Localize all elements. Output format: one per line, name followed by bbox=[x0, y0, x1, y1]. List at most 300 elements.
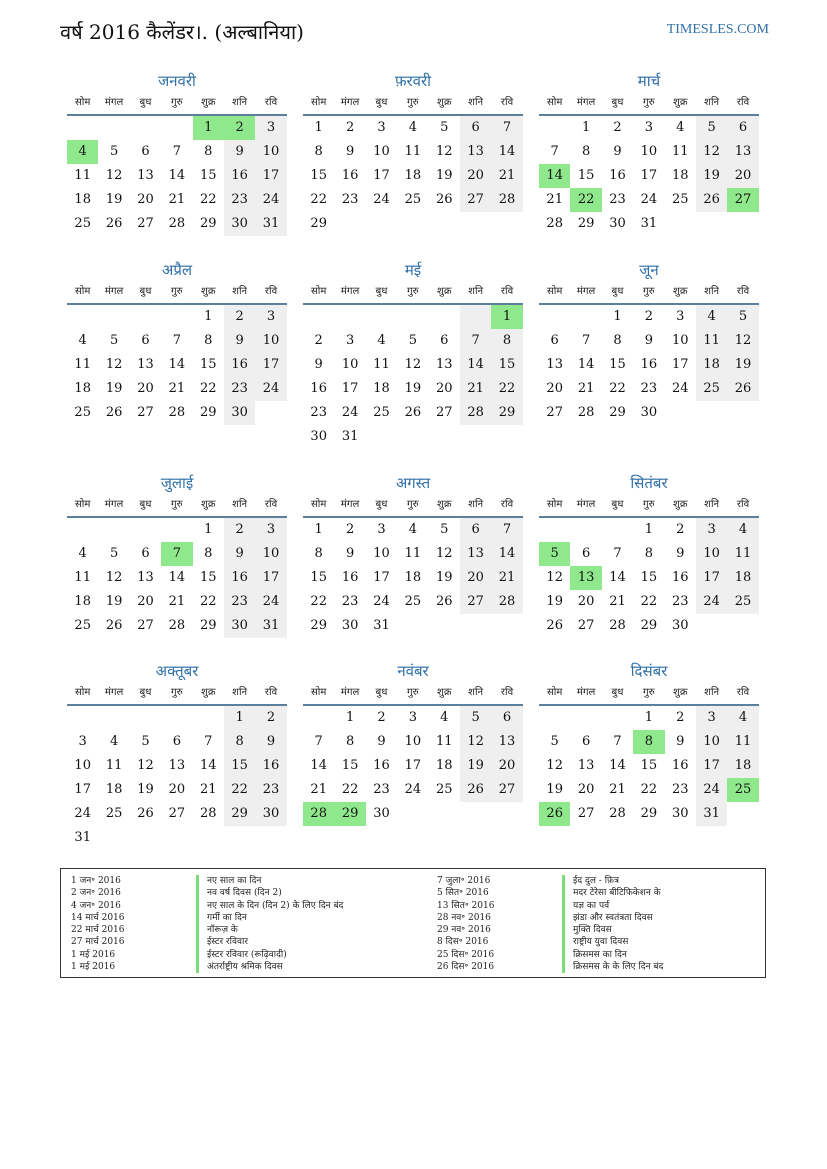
day-cell: 1 bbox=[644, 522, 653, 537]
day-cell: 18 bbox=[105, 782, 123, 797]
month-block bbox=[539, 259, 759, 425]
day-cell: 20 bbox=[491, 754, 522, 778]
holiday-day-cell: 8 bbox=[633, 730, 664, 754]
day-cell: 28 bbox=[491, 188, 522, 212]
weekday-label: रवि bbox=[736, 97, 750, 108]
holiday-row bbox=[71, 949, 427, 961]
day-cell: 18 bbox=[74, 381, 91, 396]
day-cell: 12 bbox=[435, 144, 453, 159]
day-cell: 13 bbox=[460, 542, 491, 566]
day-cell: 3 bbox=[696, 518, 727, 542]
weekday-header bbox=[539, 281, 759, 305]
weekday-label: शनि bbox=[704, 499, 720, 510]
day-cell: 29 bbox=[640, 806, 658, 821]
holiday-name: क्रिसमस के के लिए दिन बंद bbox=[562, 961, 793, 973]
day-cell: 14 bbox=[310, 758, 327, 773]
day-cell: 30 bbox=[671, 618, 689, 633]
day-cell: 18 bbox=[727, 566, 758, 590]
day-cell: 24 bbox=[341, 405, 359, 420]
day-cell: 23 bbox=[224, 188, 255, 212]
day-cell: 11 bbox=[74, 168, 91, 183]
day-cell: 29 bbox=[310, 216, 327, 231]
day-cell: 26 bbox=[696, 188, 727, 212]
day-cell: 25 bbox=[74, 216, 91, 231]
holiday-name: अंतर्राष्ट्रीय श्रमिक दिवस bbox=[196, 961, 427, 973]
holiday-list-right bbox=[437, 875, 793, 973]
day-cell: 20 bbox=[460, 164, 491, 188]
day-cell: 17 bbox=[255, 353, 286, 377]
empty-day-cell bbox=[602, 518, 633, 542]
day-cell: 16 bbox=[341, 168, 359, 183]
holiday-name: नॉरूज़ के bbox=[196, 924, 427, 936]
weekday-label: शनि bbox=[468, 97, 484, 108]
weekday-label: सोम bbox=[75, 97, 91, 108]
day-cell: 27 bbox=[491, 778, 522, 802]
day-grid bbox=[67, 518, 287, 638]
day-cell: 21 bbox=[609, 594, 626, 609]
holiday-date: 25 दिस॰ 2016 bbox=[437, 949, 495, 960]
holiday-row bbox=[437, 961, 793, 973]
day-cell: 30 bbox=[255, 802, 286, 826]
weekday-label: गुरु bbox=[643, 97, 655, 108]
weekday-label: बुध bbox=[375, 499, 388, 510]
day-cell: 1 bbox=[314, 120, 323, 135]
weekday-label: मंगल bbox=[104, 286, 124, 297]
day-cell: 25 bbox=[671, 192, 689, 207]
holiday-day-cell: 27 bbox=[727, 188, 758, 212]
day-cell: 3 bbox=[345, 333, 355, 348]
holiday-row bbox=[71, 875, 427, 887]
day-cell: 7 bbox=[172, 144, 181, 159]
day-cell: 26 bbox=[435, 192, 453, 207]
day-cell: 4 bbox=[727, 518, 758, 542]
day-cell: 5 bbox=[141, 734, 150, 749]
empty-day-cell bbox=[539, 116, 570, 140]
holiday-day-cell: 7 bbox=[161, 542, 192, 566]
day-cell: 12 bbox=[546, 570, 563, 585]
day-cell: 20 bbox=[435, 381, 453, 396]
month-block bbox=[539, 472, 759, 638]
weekday-label: रवि bbox=[264, 286, 278, 297]
day-cell: 8 bbox=[613, 333, 622, 348]
day-cell: 7 bbox=[491, 518, 522, 542]
day-cell: 18 bbox=[727, 754, 758, 778]
day-cell: 18 bbox=[404, 168, 422, 183]
day-cell: 28 bbox=[168, 216, 186, 231]
holiday-name: क्रिसमस का दिन bbox=[562, 949, 793, 961]
day-cell: 19 bbox=[435, 168, 453, 183]
weekday-label: मंगल bbox=[104, 687, 124, 698]
weekday-label: शुक्र bbox=[201, 97, 216, 108]
day-cell: 16 bbox=[224, 353, 255, 377]
day-cell: 18 bbox=[74, 594, 91, 609]
day-cell: 1 bbox=[581, 120, 591, 135]
day-cell: 28 bbox=[609, 618, 626, 633]
weekday-label: रवि bbox=[736, 687, 750, 698]
day-cell: 6 bbox=[491, 706, 522, 730]
day-cell: 16 bbox=[341, 570, 359, 585]
day-cell: 27 bbox=[168, 806, 186, 821]
day-cell: 16 bbox=[310, 381, 327, 396]
day-cell: 11 bbox=[727, 542, 758, 566]
weekday-label: रवि bbox=[264, 499, 278, 510]
holiday-day-cell: 25 bbox=[727, 778, 758, 802]
day-cell: 7 bbox=[172, 333, 181, 348]
day-cell: 8 bbox=[224, 730, 255, 754]
day-cell: 14 bbox=[577, 357, 595, 372]
weekday-header bbox=[539, 92, 759, 116]
day-cell: 19 bbox=[546, 782, 563, 797]
weekday-label: शुक्र bbox=[201, 499, 216, 510]
day-cell: 17 bbox=[404, 758, 422, 773]
day-cell: 17 bbox=[255, 164, 286, 188]
day-cell: 12 bbox=[137, 758, 154, 773]
day-cell: 14 bbox=[168, 357, 186, 372]
weekday-label: रवि bbox=[736, 286, 750, 297]
day-cell: 25 bbox=[696, 377, 727, 401]
holiday-row bbox=[437, 936, 793, 948]
day-cell: 1 bbox=[204, 309, 213, 324]
weekday-label: गुरु bbox=[171, 97, 183, 108]
weekday-label: मंगल bbox=[576, 499, 596, 510]
weekday-label: रवि bbox=[500, 499, 514, 510]
day-cell: 16 bbox=[224, 566, 255, 590]
day-cell: 29 bbox=[310, 618, 327, 633]
day-cell: 11 bbox=[727, 730, 758, 754]
weekday-label: शुक्र bbox=[437, 97, 452, 108]
day-cell: 12 bbox=[696, 140, 727, 164]
day-cell: 23 bbox=[310, 405, 327, 420]
weekday-label: बुध bbox=[139, 97, 152, 108]
empty-day-cell bbox=[67, 116, 98, 140]
day-cell: 2 bbox=[224, 305, 255, 329]
holiday-date: 13 सित॰ 2016 bbox=[437, 900, 495, 911]
day-cell: 17 bbox=[373, 570, 390, 585]
weekday-label: बुध bbox=[611, 499, 624, 510]
day-cell: 5 bbox=[109, 333, 119, 348]
day-cell: 24 bbox=[255, 590, 286, 614]
day-cell: 4 bbox=[676, 120, 685, 135]
weekday-label: शनि bbox=[232, 499, 248, 510]
day-cell: 5 bbox=[440, 522, 449, 537]
holiday-date: 7 जुला॰ 2016 bbox=[437, 876, 491, 886]
holiday-date: 28 नव॰ 2016 bbox=[437, 912, 491, 923]
day-cell: 19 bbox=[105, 594, 123, 609]
weekday-label: रवि bbox=[264, 97, 278, 108]
weekday-label: शुक्र bbox=[673, 687, 688, 698]
day-cell: 20 bbox=[577, 594, 595, 609]
day-cell: 19 bbox=[137, 782, 154, 797]
month-block bbox=[67, 660, 287, 850]
weekday-header bbox=[303, 494, 523, 518]
day-cell: 30 bbox=[671, 806, 689, 821]
day-cell: 10 bbox=[255, 542, 286, 566]
holiday-name: नए साल का दिन bbox=[196, 875, 427, 887]
day-cell: 24 bbox=[696, 590, 727, 614]
day-cell: 15 bbox=[199, 168, 217, 183]
holiday-row bbox=[71, 961, 427, 973]
day-cell: 15 bbox=[491, 353, 522, 377]
day-cell: 31 bbox=[373, 618, 390, 633]
month-name: नवंबर bbox=[397, 662, 429, 680]
day-cell: 3 bbox=[78, 734, 87, 749]
day-cell: 11 bbox=[373, 357, 390, 372]
day-cell: 14 bbox=[168, 168, 186, 183]
day-cell: 27 bbox=[137, 618, 154, 633]
weekday-label: शनि bbox=[704, 687, 720, 698]
day-cell: 13 bbox=[546, 357, 563, 372]
weekday-label: बुध bbox=[375, 687, 388, 698]
day-cell: 20 bbox=[546, 381, 563, 396]
empty-day-cell bbox=[539, 518, 570, 542]
day-cell: 25 bbox=[404, 594, 422, 609]
weekday-label: बुध bbox=[139, 286, 152, 297]
day-cell: 17 bbox=[671, 357, 689, 372]
day-cell: 8 bbox=[345, 734, 355, 749]
holiday-name: ईस्टर रविवार bbox=[196, 936, 427, 948]
day-cell: 30 bbox=[373, 806, 390, 821]
day-cell: 16 bbox=[224, 164, 255, 188]
day-cell: 3 bbox=[255, 305, 286, 329]
weekday-label: शनि bbox=[232, 687, 248, 698]
weekday-header bbox=[303, 682, 523, 706]
day-cell: 17 bbox=[373, 168, 390, 183]
day-cell: 1 bbox=[204, 522, 213, 537]
weekday-label: बुध bbox=[611, 286, 624, 297]
day-cell: 15 bbox=[640, 758, 658, 773]
day-cell: 17 bbox=[696, 754, 727, 778]
holiday-name: मदर टेरेसा बीटिफिकेशन के bbox=[562, 887, 793, 899]
day-cell: 5 bbox=[440, 120, 449, 135]
day-cell: 10 bbox=[696, 542, 727, 566]
day-grid bbox=[539, 706, 759, 826]
weekday-label: गुरु bbox=[171, 499, 183, 510]
day-cell: 10 bbox=[341, 357, 359, 372]
day-cell: 4 bbox=[377, 333, 386, 348]
day-cell: 21 bbox=[168, 594, 186, 609]
site-name[interactable]: TIMESLES.COM bbox=[666, 22, 769, 37]
day-cell: 26 bbox=[546, 618, 563, 633]
day-cell: 13 bbox=[137, 357, 154, 372]
day-grid bbox=[539, 116, 759, 236]
day-cell: 19 bbox=[546, 594, 563, 609]
day-cell: 3 bbox=[408, 710, 417, 725]
day-cell: 22 bbox=[199, 594, 217, 609]
holiday-name: यज्ञ का पर्व bbox=[562, 900, 793, 912]
day-cell: 20 bbox=[460, 566, 491, 590]
day-cell: 21 bbox=[199, 782, 217, 797]
weekday-header bbox=[539, 494, 759, 518]
day-cell: 5 bbox=[109, 144, 119, 159]
day-cell: 29 bbox=[199, 216, 217, 231]
day-cell: 9 bbox=[644, 333, 653, 348]
day-cell: 31 bbox=[74, 830, 91, 845]
holiday-row bbox=[437, 912, 793, 924]
day-cell: 27 bbox=[460, 188, 491, 212]
holiday-day-cell: 28 bbox=[303, 802, 334, 826]
month-block bbox=[539, 660, 759, 826]
day-grid bbox=[67, 706, 287, 850]
holiday-day-cell: 1 bbox=[193, 116, 224, 140]
day-cell: 29 bbox=[640, 618, 658, 633]
day-cell: 11 bbox=[696, 329, 727, 353]
day-cell: 27 bbox=[577, 618, 595, 633]
day-cell: 3 bbox=[255, 518, 286, 542]
month-name: मार्च bbox=[637, 72, 661, 90]
day-cell: 8 bbox=[204, 546, 213, 561]
day-cell: 19 bbox=[105, 192, 123, 207]
weekday-label: बुध bbox=[375, 97, 388, 108]
weekday-label: सोम bbox=[547, 286, 563, 297]
day-cell: 4 bbox=[78, 333, 87, 348]
weekday-label: सोम bbox=[547, 499, 563, 510]
day-cell: 7 bbox=[314, 734, 323, 749]
day-grid bbox=[303, 706, 523, 826]
day-cell: 1 bbox=[644, 710, 653, 725]
day-cell: 28 bbox=[609, 806, 626, 821]
empty-day-cell bbox=[130, 305, 161, 329]
day-cell: 8 bbox=[581, 144, 591, 159]
day-cell: 13 bbox=[137, 570, 154, 585]
day-cell: 15 bbox=[199, 357, 217, 372]
day-cell: 14 bbox=[609, 570, 626, 585]
holiday-day-cell: 29 bbox=[334, 802, 365, 826]
holiday-row bbox=[71, 887, 427, 899]
weekday-header bbox=[67, 281, 287, 305]
day-cell: 2 bbox=[613, 120, 622, 135]
day-cell: 22 bbox=[640, 782, 658, 797]
day-cell: 12 bbox=[546, 758, 563, 773]
day-cell: 8 bbox=[314, 546, 323, 561]
weekday-label: गुरु bbox=[643, 687, 655, 698]
day-cell: 6 bbox=[581, 734, 591, 749]
day-cell: 19 bbox=[727, 353, 758, 377]
day-cell: 13 bbox=[727, 140, 758, 164]
day-cell: 9 bbox=[224, 329, 255, 353]
day-cell: 11 bbox=[404, 144, 422, 159]
day-cell: 15 bbox=[224, 754, 255, 778]
day-cell: 5 bbox=[460, 706, 491, 730]
day-cell: 26 bbox=[137, 806, 154, 821]
holiday-date: 22 मार्च 2016 bbox=[71, 925, 125, 936]
day-cell: 7 bbox=[491, 116, 522, 140]
empty-day-cell bbox=[98, 305, 129, 329]
weekday-label: सोम bbox=[75, 286, 91, 297]
month-block bbox=[303, 472, 523, 638]
day-cell: 10 bbox=[696, 730, 727, 754]
holiday-row bbox=[437, 875, 793, 887]
weekday-label: गुरु bbox=[407, 499, 419, 510]
weekday-header bbox=[67, 92, 287, 116]
day-cell: 17 bbox=[640, 168, 658, 183]
day-cell: 23 bbox=[373, 782, 390, 797]
month-block bbox=[67, 70, 287, 236]
weekday-label: शुक्र bbox=[437, 499, 452, 510]
day-cell: 7 bbox=[204, 734, 213, 749]
day-cell: 9 bbox=[676, 546, 685, 561]
holiday-row bbox=[71, 900, 427, 912]
holiday-day-cell: 22 bbox=[570, 188, 601, 212]
day-cell: 25 bbox=[727, 590, 758, 614]
empty-day-cell bbox=[460, 305, 491, 329]
day-grid bbox=[539, 518, 759, 638]
weekday-label: शनि bbox=[704, 286, 720, 297]
day-grid bbox=[303, 116, 523, 236]
day-cell: 16 bbox=[609, 168, 626, 183]
day-cell: 7 bbox=[550, 144, 559, 159]
day-cell: 22 bbox=[224, 778, 255, 802]
weekday-label: बुध bbox=[375, 286, 388, 297]
day-cell: 29 bbox=[199, 405, 217, 420]
day-cell: 14 bbox=[460, 353, 491, 377]
month-name: दिसंबर bbox=[630, 662, 668, 680]
day-cell: 6 bbox=[550, 333, 559, 348]
day-cell: 10 bbox=[640, 144, 658, 159]
day-cell: 16 bbox=[373, 758, 390, 773]
day-cell: 11 bbox=[74, 570, 91, 585]
weekday-header bbox=[303, 92, 523, 116]
day-cell: 24 bbox=[404, 782, 422, 797]
day-cell: 9 bbox=[224, 542, 255, 566]
empty-day-cell bbox=[539, 706, 570, 730]
holiday-day-cell: 13 bbox=[570, 566, 601, 590]
holiday-date: 29 नव॰ 2016 bbox=[437, 925, 491, 936]
weekday-label: बुध bbox=[139, 687, 152, 698]
day-cell: 13 bbox=[491, 730, 522, 754]
day-cell: 16 bbox=[671, 570, 689, 585]
empty-day-cell bbox=[130, 116, 161, 140]
empty-day-cell bbox=[67, 706, 98, 730]
day-cell: 12 bbox=[460, 730, 491, 754]
day-cell: 27 bbox=[577, 806, 595, 821]
day-cell: 20 bbox=[137, 192, 154, 207]
weekday-label: शुक्र bbox=[673, 97, 688, 108]
holiday-date: 14 मार्च 2016 bbox=[71, 912, 125, 923]
empty-day-cell bbox=[334, 305, 365, 329]
weekday-label: मंगल bbox=[340, 97, 360, 108]
empty-day-cell bbox=[130, 706, 161, 730]
day-cell: 10 bbox=[404, 734, 422, 749]
day-cell: 25 bbox=[105, 806, 123, 821]
day-cell: 11 bbox=[404, 546, 422, 561]
weekday-label: गुरु bbox=[407, 687, 419, 698]
day-cell: 14 bbox=[491, 140, 522, 164]
holiday-date: 26 दिस॰ 2016 bbox=[437, 962, 495, 973]
day-cell: 13 bbox=[137, 168, 154, 183]
holiday-day-cell: 5 bbox=[539, 542, 570, 566]
day-cell: 28 bbox=[491, 590, 522, 614]
day-cell: 12 bbox=[105, 570, 123, 585]
empty-day-cell bbox=[67, 518, 98, 542]
empty-day-cell bbox=[303, 305, 334, 329]
day-cell: 17 bbox=[74, 782, 91, 797]
day-cell: 16 bbox=[255, 754, 286, 778]
weekday-label: मंगल bbox=[340, 687, 360, 698]
weekday-label: मंगल bbox=[104, 499, 124, 510]
empty-day-cell bbox=[130, 518, 161, 542]
weekday-label: सोम bbox=[311, 687, 327, 698]
holiday-row bbox=[71, 924, 427, 936]
holiday-date: 27 मार्च 2016 bbox=[71, 937, 125, 948]
day-cell: 27 bbox=[546, 405, 563, 420]
day-cell: 22 bbox=[310, 192, 327, 207]
empty-day-cell bbox=[161, 305, 192, 329]
empty-day-cell bbox=[161, 116, 192, 140]
weekday-label: मंगल bbox=[576, 286, 596, 297]
day-cell: 28 bbox=[546, 216, 563, 231]
empty-day-cell bbox=[193, 706, 224, 730]
empty-day-cell bbox=[98, 518, 129, 542]
